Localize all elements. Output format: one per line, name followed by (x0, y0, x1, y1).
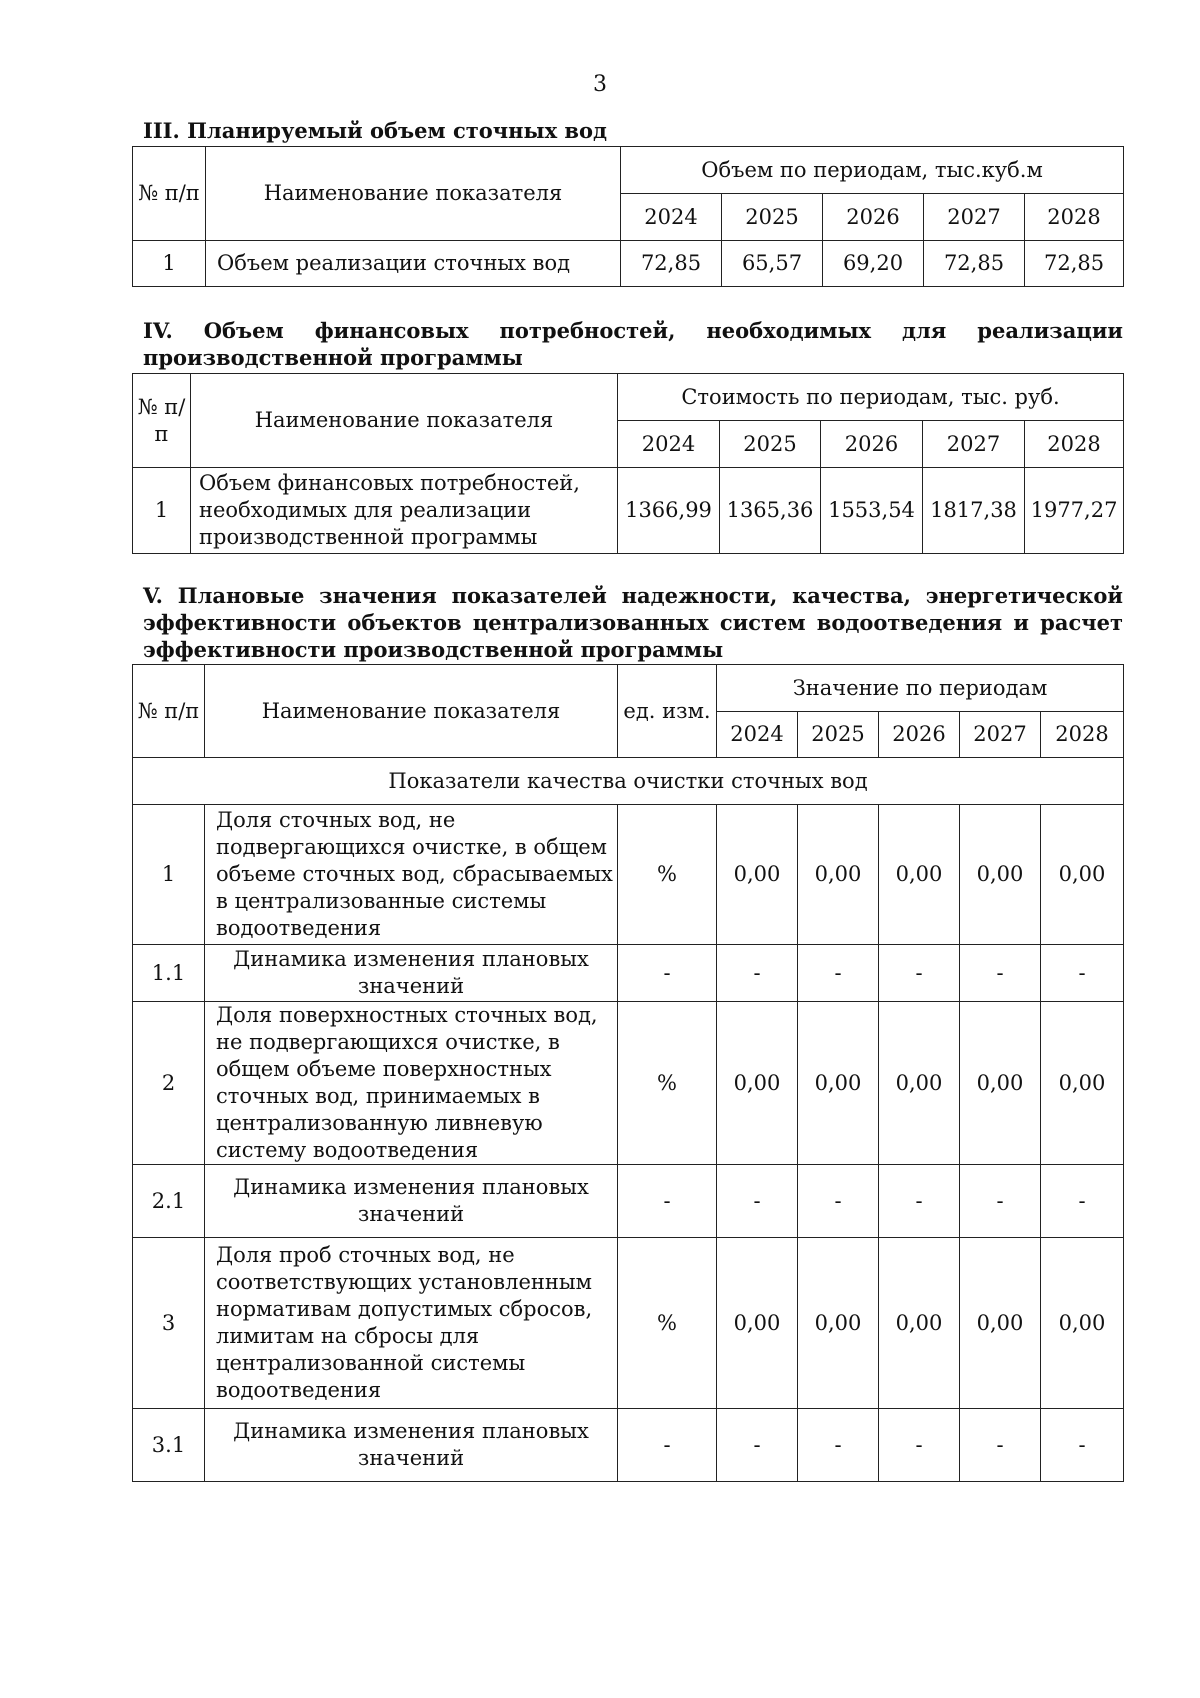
row-value: - (798, 1165, 879, 1238)
row-value: - (1041, 945, 1124, 1002)
row-value: 0,00 (798, 1002, 879, 1165)
section5-col-num: № п/п (133, 665, 205, 758)
table-row (133, 1238, 1124, 1409)
section4-year: 2024 (618, 421, 720, 468)
row-unit: % (618, 1002, 717, 1165)
section4-col-name: Наименование показателя (191, 374, 618, 468)
row-value: 0,00 (717, 1002, 798, 1165)
row-num: 2 (133, 1002, 205, 1165)
section4-col-group: Стоимость по периодам, тыс. руб. (618, 374, 1124, 421)
section5-title: V. Плановые значения показателей надежности, качества, энергетической эффективности объектов централизованных систем водоотведения и расчет эффективности производственной программы (143, 583, 1123, 662)
row-value: 1977,27 (1025, 468, 1124, 554)
table-row (133, 805, 1124, 945)
row-value: - (717, 945, 798, 1002)
section3-title: III. Планируемый объем сточных вод (143, 118, 608, 143)
row-value: 0,00 (1041, 805, 1124, 945)
row-unit: - (618, 1409, 717, 1482)
row-num: 1.1 (133, 945, 205, 1002)
section5-col-unit: ед. изм. (618, 665, 717, 758)
section3-year: 2024 (621, 194, 722, 241)
row-unit: - (618, 1165, 717, 1238)
row-name: Динамика изменения плановых значений (205, 1165, 618, 1238)
section4-year: 2028 (1025, 421, 1124, 468)
row-value: - (879, 1409, 960, 1482)
row-value: 0,00 (879, 1238, 960, 1409)
row-unit: - (618, 945, 717, 1002)
table-row (133, 468, 1124, 554)
row-value: - (717, 1165, 798, 1238)
section3-year: 2026 (823, 194, 924, 241)
section3-col-name: Наименование показателя (206, 147, 621, 241)
row-value: - (960, 1165, 1041, 1238)
section4-title: IV. Объем финансовых потребностей, необходимых для реализации производственной программы (143, 318, 1123, 370)
row-value: 72,85 (621, 241, 722, 287)
section5-year: 2026 (879, 712, 960, 758)
row-name: Динамика изменения плановых значений (205, 945, 618, 1002)
row-value: 0,00 (960, 1002, 1041, 1165)
section5-year: 2025 (798, 712, 879, 758)
row-unit: % (618, 1238, 717, 1409)
section5-col-name: Наименование показателя (205, 665, 618, 758)
section3-col-num: № п/п (133, 147, 206, 241)
section3-year: 2028 (1025, 194, 1124, 241)
section3-table (132, 146, 1124, 287)
section5-table (132, 664, 1124, 1482)
row-value: - (717, 1409, 798, 1482)
row-value: 0,00 (960, 805, 1041, 945)
row-name: Доля проб сточных вод, не соответствующих установленным нормативам допустимых сбросов, лимитам на сбросы для централизованной системы водоотведения (205, 1238, 618, 1409)
section5-year: 2028 (1041, 712, 1124, 758)
section4-year: 2026 (821, 421, 923, 468)
row-value: 1817,38 (923, 468, 1025, 554)
row-name: Объем реализации сточных вод (206, 241, 621, 287)
table-row (133, 1409, 1124, 1482)
row-value: 0,00 (717, 805, 798, 945)
table-row (133, 945, 1124, 1002)
row-num: 2.1 (133, 1165, 205, 1238)
row-num: 3 (133, 1238, 205, 1409)
row-value: 0,00 (717, 1238, 798, 1409)
row-name: Доля сточных вод, не подвергающихся очистке, в общем объеме сточных вод, сбрасываемых в централизованные системы водоотведения (205, 805, 618, 945)
row-value: 0,00 (879, 1002, 960, 1165)
section5-subheader: Показатели качества очистки сточных вод (133, 758, 1124, 805)
row-value: - (1041, 1409, 1124, 1482)
row-value: 0,00 (960, 1238, 1041, 1409)
page-number: 3 (593, 72, 607, 97)
section3-year: 2025 (722, 194, 823, 241)
row-value: 65,57 (722, 241, 823, 287)
table-row (133, 241, 1124, 287)
row-value: - (879, 945, 960, 1002)
section3-year: 2027 (924, 194, 1025, 241)
row-value: - (960, 1409, 1041, 1482)
row-unit: % (618, 805, 717, 945)
row-value: 72,85 (1025, 241, 1124, 287)
table-row (133, 1002, 1124, 1165)
row-value: 72,85 (924, 241, 1025, 287)
section4-table (132, 373, 1124, 554)
row-num: 1 (133, 241, 206, 287)
row-value: - (960, 945, 1041, 1002)
section4-year: 2025 (720, 421, 821, 468)
row-name: Объем финансовых потребностей, необходимых для реализации производственной программы (191, 468, 618, 554)
row-name: Доля поверхностных сточных вод, не подвергающихся очистке, в общем объеме поверхностных сточных вод, принимаемых в централизованную ливневую систему водоотведения (205, 1002, 618, 1165)
section4-year: 2027 (923, 421, 1025, 468)
section3-col-group: Объем по периодам, тыс.куб.м (621, 147, 1124, 194)
section4-col-num: № п/п (133, 374, 191, 468)
row-value: 0,00 (1041, 1238, 1124, 1409)
section5-year: 2027 (960, 712, 1041, 758)
section5-col-group: Значение по периодам (717, 665, 1124, 712)
row-num: 3.1 (133, 1409, 205, 1482)
row-value: 0,00 (879, 805, 960, 945)
row-value: 69,20 (823, 241, 924, 287)
row-value: - (798, 1409, 879, 1482)
row-value: - (1041, 1165, 1124, 1238)
row-value: 1366,99 (618, 468, 720, 554)
row-value: 0,00 (798, 1238, 879, 1409)
row-value: - (879, 1165, 960, 1238)
row-value: 1553,54 (821, 468, 923, 554)
row-value: 1365,36 (720, 468, 821, 554)
row-value: - (798, 945, 879, 1002)
table-row (133, 1165, 1124, 1238)
section5-year: 2024 (717, 712, 798, 758)
row-value: 0,00 (1041, 1002, 1124, 1165)
row-num: 1 (133, 468, 191, 554)
row-num: 1 (133, 805, 205, 945)
row-value: 0,00 (798, 805, 879, 945)
row-name: Динамика изменения плановых значений (205, 1409, 618, 1482)
